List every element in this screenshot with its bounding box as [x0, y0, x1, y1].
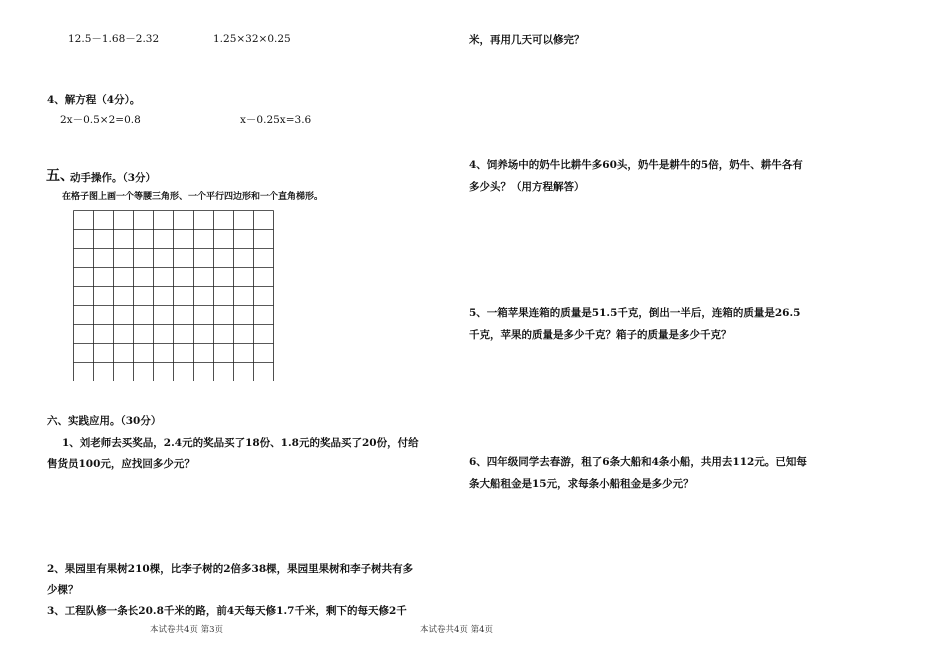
- equation-2: x－0.25x=3.6: [240, 114, 312, 126]
- section-5-number: 五、: [46, 168, 74, 184]
- problem-1-line-1: 1、刘老师去买奖品，2.4元的奖品买了18份、1.8元的奖品买了20份，付给: [62, 437, 419, 449]
- problem-6-line-1: 6、四年级同学去春游，租了6条大船和4条小船，共用去112元。已知每: [469, 456, 807, 468]
- problem-6-line-2: 条大船租金是15元，求每条小船租金是多少元？: [469, 478, 694, 490]
- problem-4-line-2: 多少头？（用方程解答）: [469, 181, 585, 193]
- problem-5-line-2: 千克，苹果的质量是多少千克？箱子的质量是多少千克？: [469, 329, 732, 341]
- section-6-title: 六、实践应用。（30分）: [47, 415, 162, 427]
- problem-2-line-2: 少棵？: [47, 584, 79, 596]
- question-4-title: 4、解方程（4分）。: [47, 94, 141, 106]
- problem-4-line-1: 4、饲养场中的奶牛比耕牛多60头，奶牛是耕牛的5倍，奶牛、耕牛各有: [469, 159, 803, 171]
- calc-expression-1: 12.5－1.68－2.32: [68, 33, 160, 45]
- section-5-instruction: 在格子图上画一个等腰三角形、一个平行四边形和一个直角梯形。: [62, 192, 324, 202]
- problem-3-line-2: 米，再用几天可以修完？: [469, 34, 585, 46]
- footer-page-4: 本试卷共4页 第4页: [420, 625, 494, 635]
- drawing-grid[interactable]: [72, 209, 276, 381]
- problem-2-line-1: 2、果园里有果树210棵，比李子树的2倍多38棵，果园里果树和李子树共有多: [47, 563, 414, 575]
- problem-5-line-1: 5、一箱苹果连箱的质量是51.5千克，倒出一半后，连箱的质量是26.5: [469, 307, 801, 319]
- section-5-title: 动手操作。（3分）: [70, 172, 157, 184]
- problem-3-line-1: 3、工程队修一条长20.8千米的路，前4天每天修1.7千米，剩下的每天修2千: [47, 605, 407, 617]
- footer-page-3: 本试卷共4页 第3页: [150, 625, 224, 635]
- equation-1: 2x－0.5×2=0.8: [60, 114, 141, 126]
- calc-expression-2: 1.25×32×0.25: [213, 33, 291, 45]
- problem-1-line-2: 售货员100元，应找回多少元？: [47, 458, 195, 470]
